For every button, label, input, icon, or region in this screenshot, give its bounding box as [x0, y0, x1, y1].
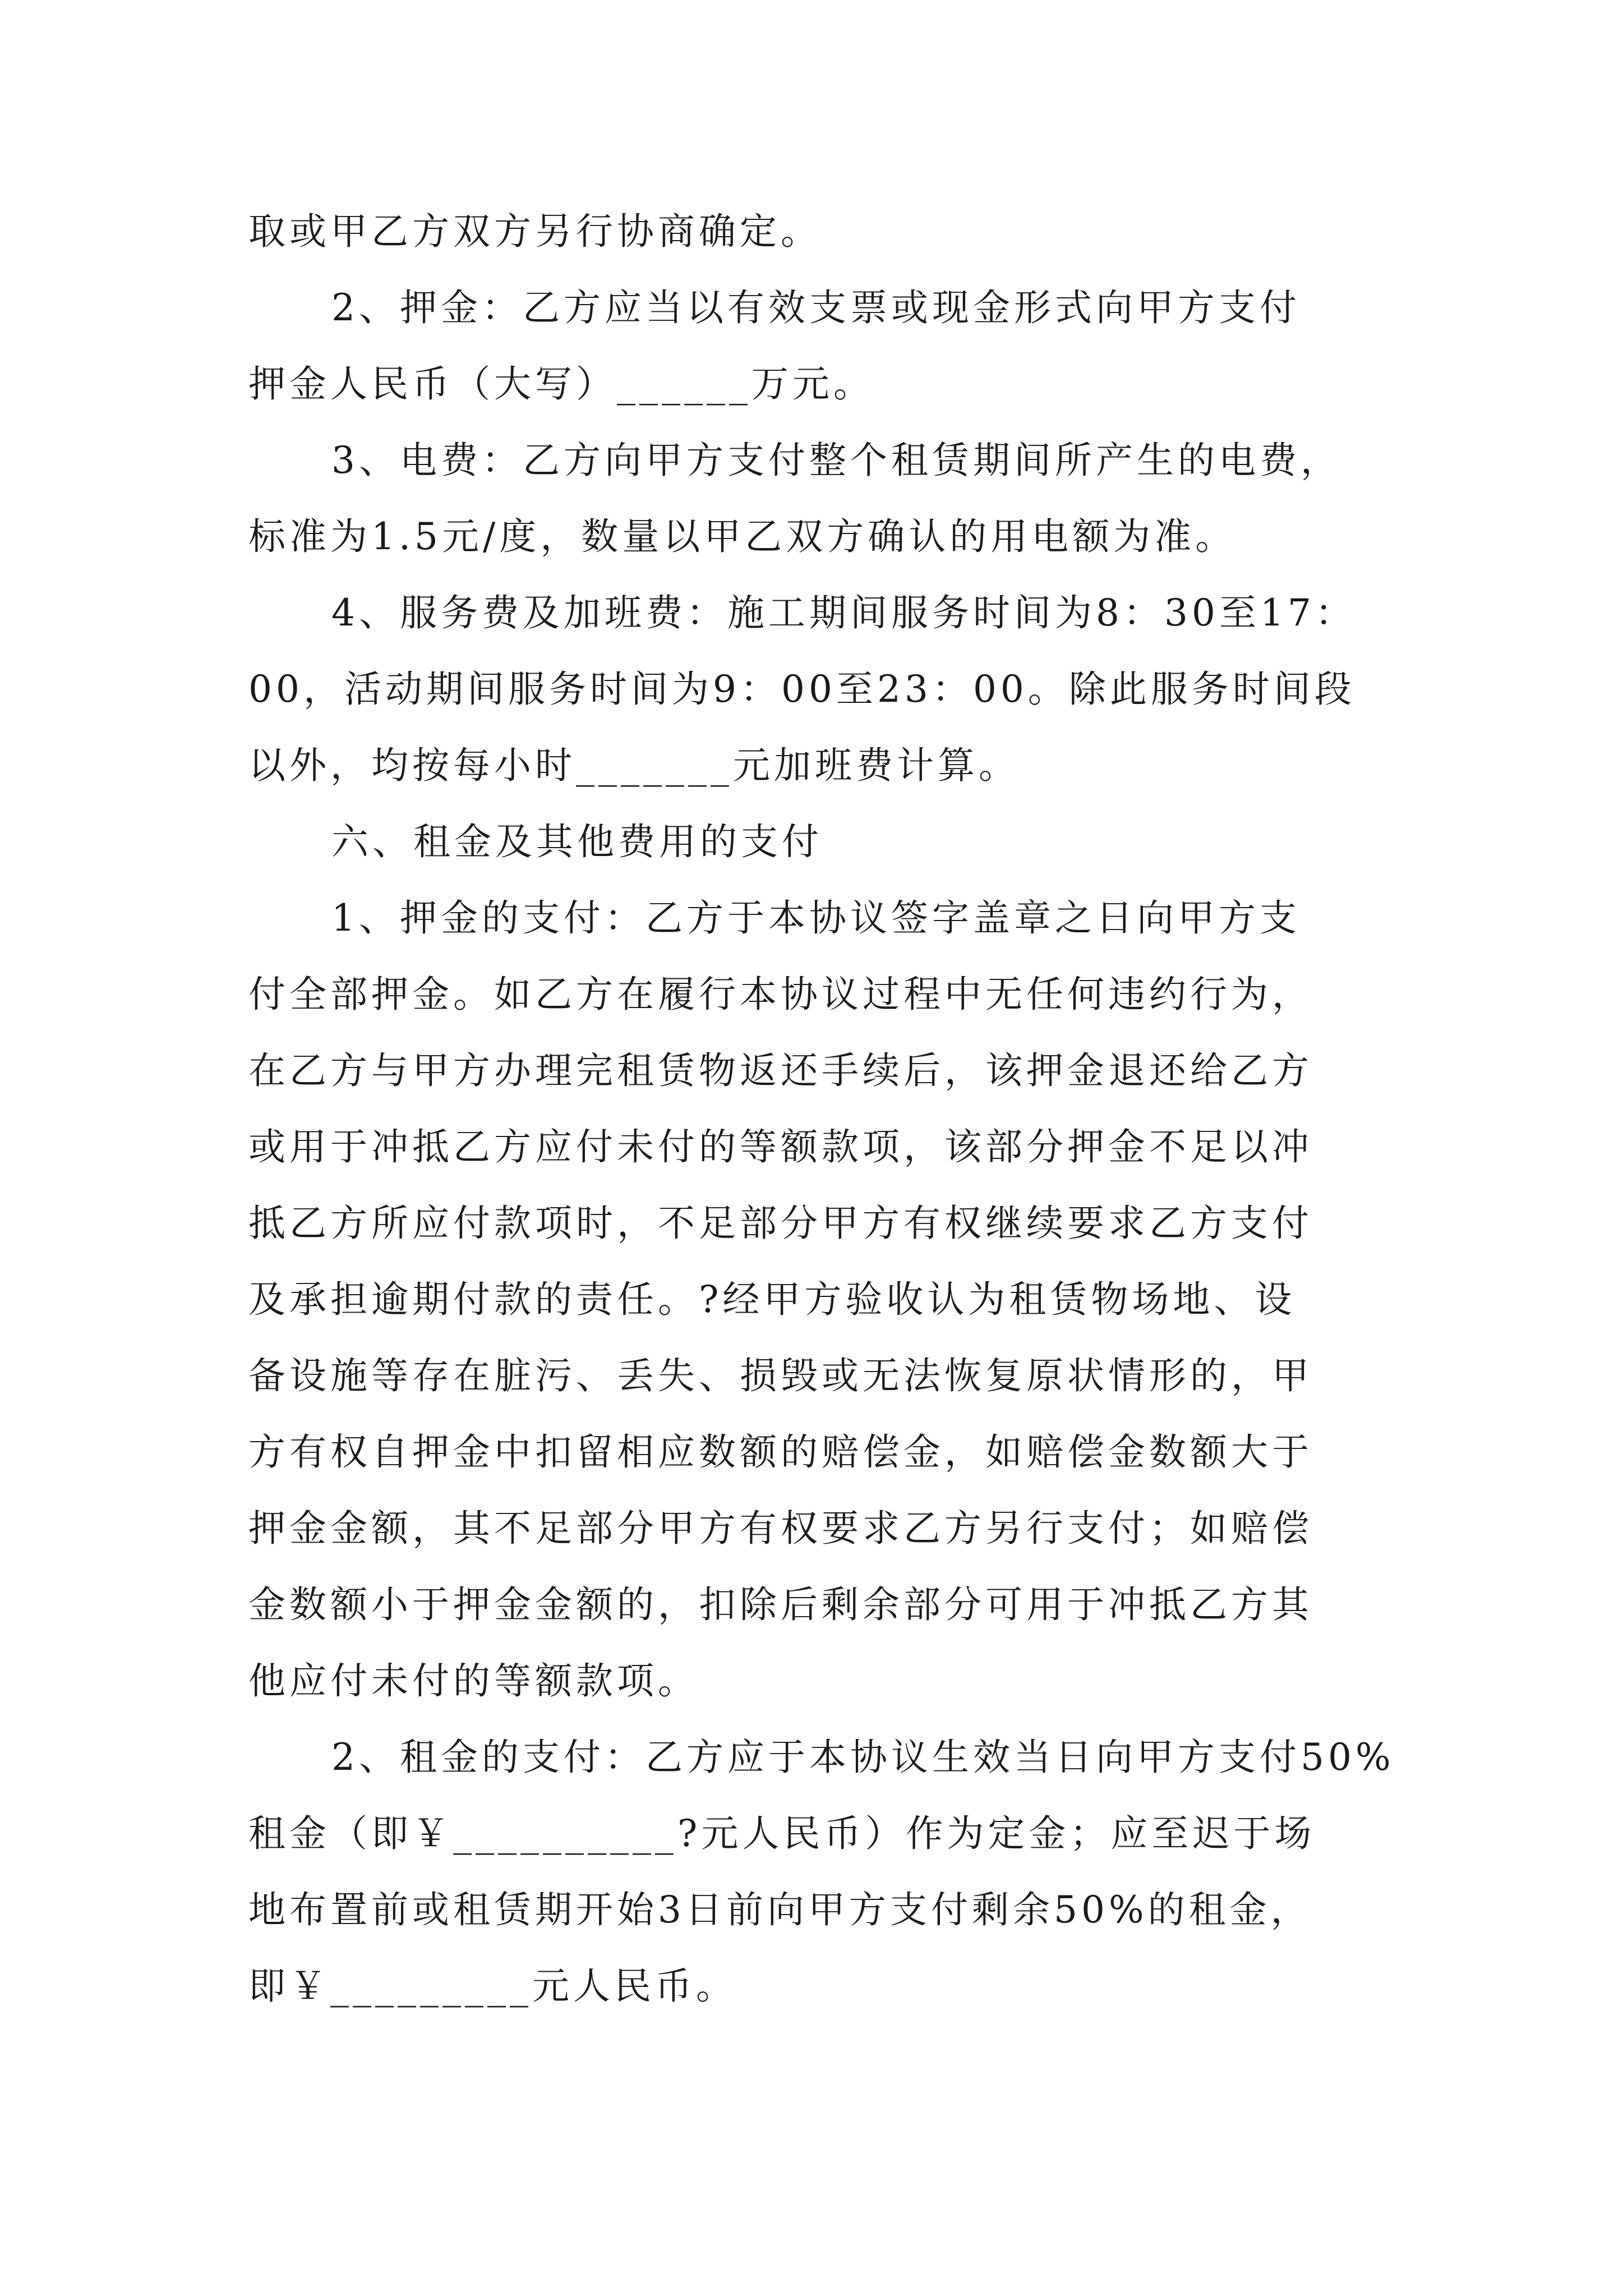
text-line: 及承担逾期付款的责任。?经甲方验收认为租赁物场地、设 — [248, 1278, 1296, 1321]
text-line: 他应付未付的等额款项。 — [248, 1659, 699, 1703]
text-line: 标准为1.5元/度，数量以甲乙双方确认的用电额为准。 — [248, 515, 1237, 558]
text-line: 以外，均按每小时_______元加班费计算。 — [248, 744, 1020, 787]
section-heading: 六、租金及其他费用的支付 — [331, 820, 823, 863]
text-line: 抵乙方所应付款项时，不足部分甲方有权继续要求乙方支付 — [248, 1202, 1313, 1245]
text-line: 00，活动期间服务时间为9：00至23：00。除此服务时间段 — [248, 668, 1355, 711]
text-line: 方有权自押金中扣留相应数额的赔偿金，如赔偿金数额大于 — [248, 1430, 1313, 1474]
text-line: 付全部押金。如乙方在履行本协议过程中无任何违约行为， — [248, 973, 1313, 1016]
text-line: 押金金额，其不足部分甲方有权要求乙方另行支付；如赔偿 — [248, 1507, 1313, 1550]
text-line: 1、押金的支付：乙方于本协议签字盖章之日向甲方支 — [331, 896, 1301, 940]
text-line: 4、服务费及加班费：施工期间服务时间为8：30至17： — [331, 591, 1356, 634]
text-line: 即￥_________元人民币。 — [248, 1964, 737, 2008]
text-line: 押金人民币（大写）______万元。 — [248, 362, 874, 406]
text-line: 地布置前或租赁期开始3日前向甲方支付剩余50%的租金， — [248, 1888, 1312, 1931]
document-body — [248, 194, 1395, 2024]
text-line: 备设施等存在脏污、丢失、损毁或无法恢复原状情形的，甲 — [248, 1354, 1313, 1397]
text-line: 租金（即￥__________?元人民币）作为定金；应至迟于场 — [248, 1812, 1316, 1855]
text-line: 2、租金的支付：乙方应于本协议生效当日向甲方支付50% — [331, 1736, 1395, 1779]
text-line: 金数额小于押金金额的，扣除后剩余部分可用于冲抵乙方其 — [248, 1583, 1313, 1626]
text-line: 3、电费：乙方向甲方支付整个租赁期间所产生的电费， — [331, 439, 1341, 482]
text-line: 在乙方与甲方办理完租赁物返还手续后，该押金退还给乙方 — [248, 1049, 1313, 1092]
text-line: 或用于冲抵乙方应付未付的等额款项，该部分押金不足以冲 — [248, 1125, 1313, 1168]
text-line: 取或甲乙方双方另行协商确定。 — [248, 210, 822, 253]
text-line: 2、押金：乙方应当以有效支票或现金形式向甲方支付 — [331, 286, 1301, 329]
